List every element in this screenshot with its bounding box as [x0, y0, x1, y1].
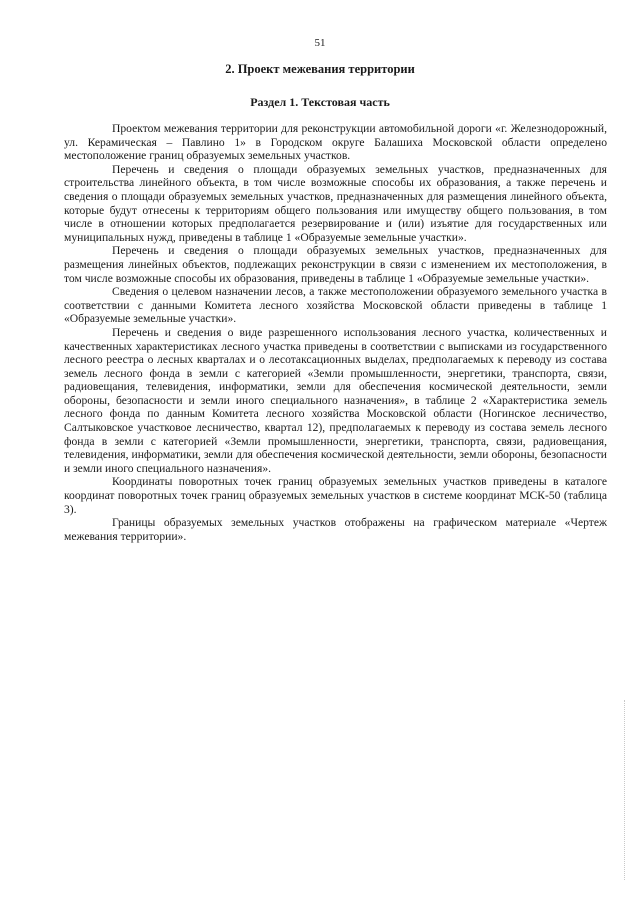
paragraph: Границы образуемых земельных участков отображены на графическом материале «Чертеж межевания территории».	[64, 516, 607, 543]
scan-edge-mark	[624, 700, 626, 880]
page-number: 51	[314, 37, 326, 49]
paragraph: Сведения о целевом назначении лесов, а также местоположении образуемого земельного участка в соответствии с данными Комитета лесного хозяйства Московской области приведены в таблице 1 «Образуемые земельные участки».	[64, 285, 607, 326]
document-title: 2. Проект межевания территории	[225, 62, 415, 76]
body-text	[64, 122, 607, 543]
paragraph: Координаты поворотных точек границ образуемых земельных участков приведены в каталоге координат поворотных точек границ образуемых земельных участков в системе координат МСК-50 (таблица 3).	[64, 475, 607, 516]
paragraph: Перечень и сведения о виде разрешенного использования лесного участка, количественных и качественных характеристиках лесного участка приведены в соответствии с выписками из государственного лесного реестра о лесных кварталах и о лесотаксационных выделах, предполагаемых к переводу из состава земель лесного фонда в земли с категорией «Земли промышленности, энергетики, транспорта, связи, радиовещания, телевидения, информатики, земли для обеспечения космической деятельности, земли обороны, безопасности и земли иного специального назначения», в таблице 2 «Характеристика земель лесного фонда по данным Комитета лесного хозяйства Московской области (Ногинское лесничество, Салтыковское участковое лесничество, квартал 12), предполагаемых к переводу из состава земель лесного фонда в земли с категорией «Земли промышленности, энергетики, транспорта, связи, радиовещания, телевидения, информатики, земли для обеспечения космической деятельности, земли обороны, безопасности и земли иного специального назначения».	[64, 325, 607, 475]
paragraph: Перечень и сведения о площади образуемых земельных участков, предназначенных для строительства линейного объекта, в том числе возможные способы их образования, а также перечень и сведения о площади образуемых земельных участков, предназначенных для размещения линейного объекта, которые будут отнесены к территориям общего пользования или имуществу общего пользования, в том числе в отношении которых предполагается резервирование и (или) изъятие для государственных или муниципальных нужд, приведены в таблице 1 «Образуемые земельные участки».	[64, 162, 607, 244]
paragraph: Перечень и сведения о площади образуемых земельных участков, предназначенных для размещения линейных объектов, подлежащих реконструкции в связи с изменением их местоположения, в том числе возможные способы их образования, приведены в таблице 1 «Образуемые земельные участки».	[64, 244, 607, 285]
section-heading: Раздел 1. Текстовая часть	[250, 95, 390, 109]
paragraph: Проектом межевания территории для реконструкции автомобильной дороги «г. Железнодорожный, ул. Керамическая – Павлино 1» в Городском округе Балашиха Московской области определено местоположение границ образуемых земельных участков.	[64, 122, 607, 163]
